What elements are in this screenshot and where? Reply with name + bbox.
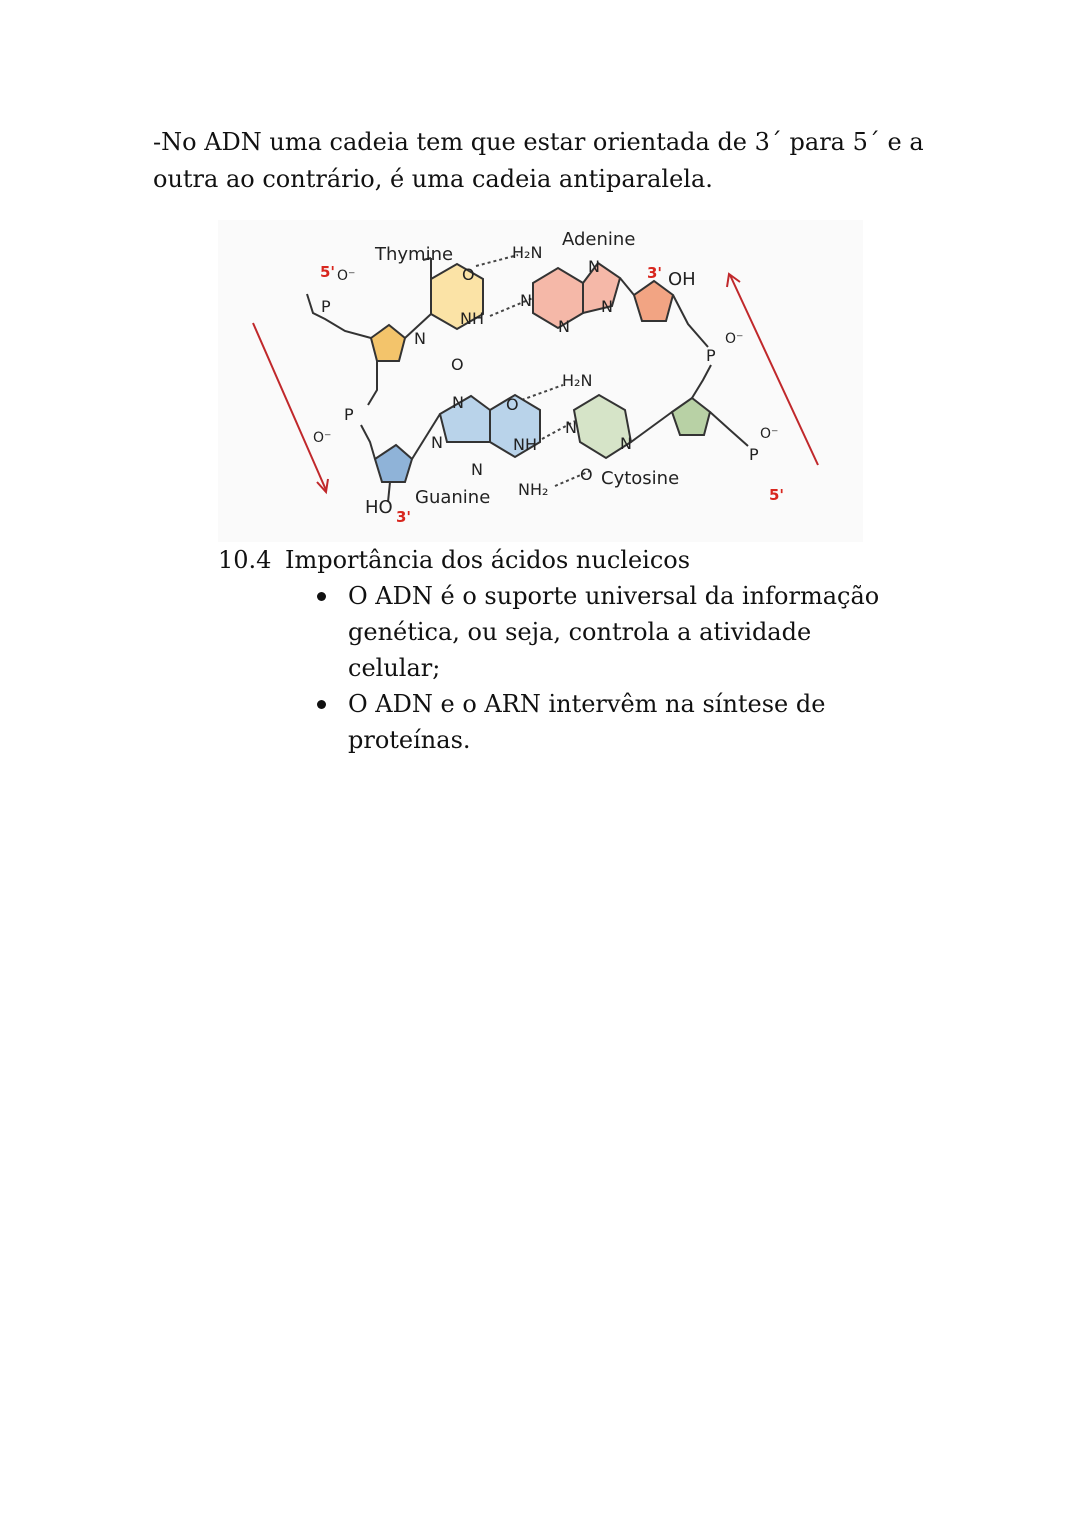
phosphate-lt-p: P [321,297,331,316]
thymine-nh-label: NH [460,309,484,328]
bottom-right-5-prime: 5' [769,486,785,504]
thymine-label: Thymine [375,244,454,265]
section-number: 10.4 [218,546,272,574]
cytosine-label: Cytosine [601,468,680,489]
guanine-nh2-label: NH₂ [518,480,549,499]
adenine-n1-label: N [520,291,532,310]
top-right-3-prime: 3' [647,264,663,282]
adenine-label: Adenine [562,229,636,250]
phosphate-rt-ominus: O⁻ [725,331,744,347]
intro-paragraph: -No ADN uma cadeia tem que estar orientada de 3´ para 5´ e a outra ao contrário, é uma cadeia antiparalela. [153,128,924,193]
phosphate-rb-ominus: O⁻ [760,426,779,442]
guanine-nh-label: NH [513,435,537,454]
bullet-item: O ADN é o suporte universal da informação genética, ou seja, controla a atividade celular; [348,578,908,686]
top-right-oh-label: OH [668,269,696,290]
thymine-o2-label: O [451,355,464,374]
bullet-icon [317,700,326,709]
phosphate-rt-p: P [706,346,716,365]
cytosine-amino-label: H₂N [562,371,593,390]
dna-antiparallel-diagram [218,220,863,542]
thymine-o-label: O [462,265,475,284]
bottom-left-3-prime: 3' [396,508,412,526]
section-heading [218,542,978,578]
guanine-label: Guanine [415,487,491,508]
cytosine-o-label: O [580,465,593,484]
bullet-icon [317,592,326,601]
thymine-n-label: N [414,329,426,348]
bottom-left-ho-label: HO [365,497,393,518]
guanine-n3-label: N [471,460,483,479]
phosphate-rb-p: P [749,445,759,464]
bullet-item: O ADN e o ARN intervêm na síntese de proteínas. [348,686,908,758]
cytosine-n-label: N [620,434,632,453]
top-left-5-prime: 5' [320,263,336,281]
section-10-4 [218,542,978,758]
guanine-n9-label: N [431,433,443,452]
importance-bullet-list [218,578,978,758]
phosphate-lb-ominus: O⁻ [313,430,332,446]
guanine-o-label: O [506,395,519,414]
adenine-n7-label: N [588,257,600,276]
adenine-amino-label: H₂N [512,243,543,262]
adenine-n3-label: N [558,317,570,336]
section-title: Importância dos ácidos nucleicos [285,546,691,574]
adenine-n9-label: N [601,297,613,316]
cytosine-n3-label: N [565,418,577,437]
guanine-n7-label: N [452,393,464,412]
phosphate-lt-ominus: O⁻ [337,268,356,284]
phosphate-lb-p: P [344,405,354,424]
